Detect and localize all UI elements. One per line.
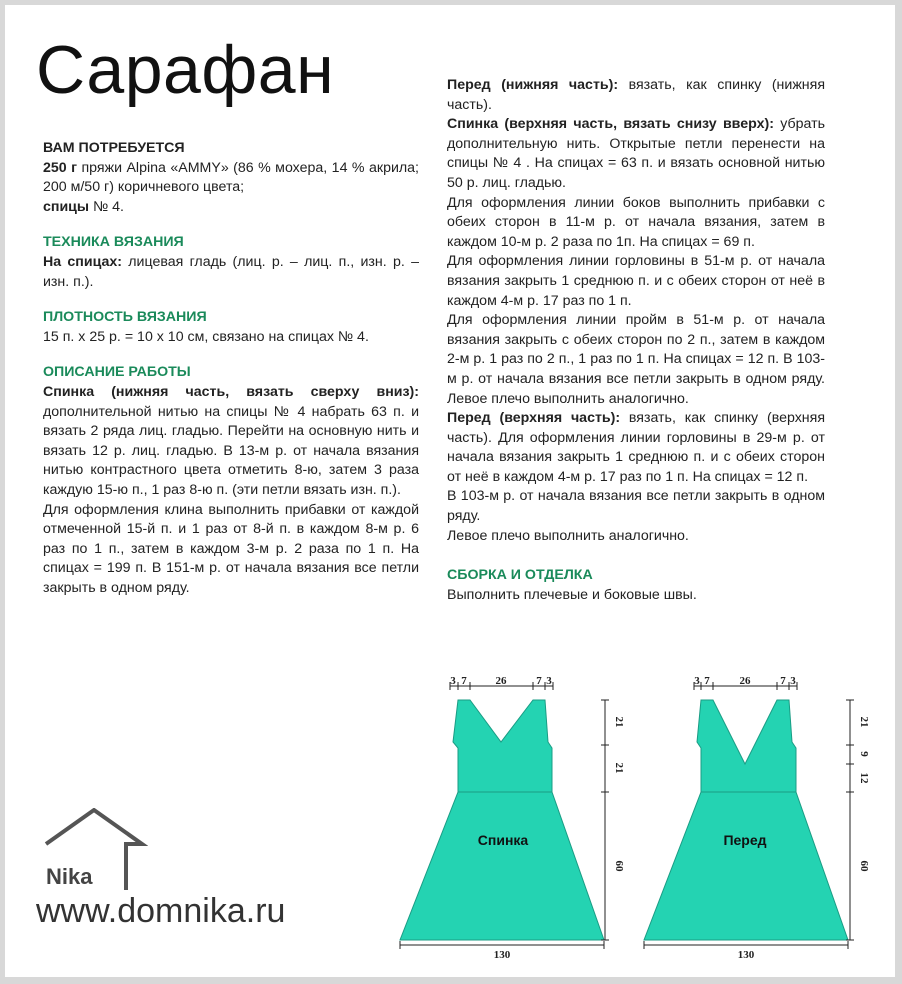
front-top-dim-5: 3 bbox=[790, 675, 796, 687]
logo-brand: Nika bbox=[46, 864, 93, 889]
back-shape bbox=[400, 700, 604, 940]
back-side-dim-2: 21 bbox=[613, 762, 625, 774]
density-text: 15 п. х 25 р. = 10 х 10 см, связано на спицах № 4. bbox=[43, 328, 369, 345]
neck-text: Для оформления линии горловины в 51-м р. от начала вязания закрыть 1 среднюю п. и с обеих сторон от неё в каждом 4-м р. 17 раз по 1 п. bbox=[447, 253, 825, 309]
back-top-dim-1: 3 bbox=[450, 675, 456, 687]
front-top-dim-1: 3 bbox=[694, 675, 700, 687]
back-bottom-dim: 130 bbox=[493, 949, 511, 961]
house-icon bbox=[46, 810, 142, 856]
materials-heading: ВАМ ПОТРЕБУЕТСЯ bbox=[43, 140, 185, 156]
back-top-dim-2: 7 bbox=[461, 675, 467, 687]
front-side-dim-3: 12 bbox=[858, 772, 870, 784]
front-top-dim-2: 7 bbox=[704, 675, 710, 687]
back-top-dim-5: 3 bbox=[546, 675, 552, 687]
technique-heading: ТЕХНИКА ВЯЗАНИЯ bbox=[43, 234, 184, 251]
back-upper-text: Спинка (верхняя часть, вязать снизу вверх): убрать дополнительную нить. Открытые петли перенести на спицы № 4 . На спицах = 63 п. и вязать основной нитью 50 р. лиц. гладью. bbox=[447, 116, 825, 191]
front-top-dim-3: 26 bbox=[739, 675, 751, 687]
back-lower-text: Спинка (нижняя часть, вязать сверху вниз): дополнительной нитью на спицы № 4 набрать 63 п. и вязать 2 ряда лиц. гладью. Перейти на основную нить и вязать 12 р. лиц. гладью. В 13-м р. от начала вязания нитью контрастного цвета отметить 8-ю, затем 3 раза каждую 15-ю п., 1 раз 8-ю п. (эти петли вязать изн. п.). bbox=[43, 383, 419, 498]
left-shoulder-text: Левое плечо выполнить аналогично. bbox=[447, 527, 689, 544]
front-side-dim-4: 60 bbox=[858, 860, 870, 872]
front-upper-text: Перед (верхняя часть): вязать, как спинку (верхняя часть). Для оформления линии горловины в 29-м р. от начала вязания закрыть 1 среднюю п. и с обеих сторон от неё в каждом 4-м р. 17 раз по 1 п. На спицах = 12 п. bbox=[447, 410, 825, 485]
yarn-text: 250 г пряжи Alpina «AMMY» (86 % мохера, 14 % акрила; 200 м/50 г) коричневого цвета; bbox=[43, 159, 420, 196]
assembly-text: Выполнить плечевые и боковые швы. bbox=[447, 586, 697, 603]
needles-text: спицы № 4. bbox=[43, 198, 124, 215]
technique-text: На спицах: лицевая гладь (лиц. р. – лиц. п., изн. р. – изн. п.). bbox=[43, 253, 419, 290]
density-heading: ПЛОТНОСТЬ ВЯЗАНИЯ bbox=[43, 309, 207, 326]
back-top-dim-3: 26 bbox=[495, 675, 507, 687]
site-url[interactable]: www.domnika.ru bbox=[36, 892, 286, 930]
front-lower-text: Перед (нижняя часть): вязать, как спинку (нижняя часть). bbox=[447, 77, 826, 113]
back-side-dim-1: 21 bbox=[613, 716, 625, 728]
front-diagram bbox=[644, 675, 870, 961]
front-top-dim-4: 7 bbox=[780, 675, 786, 687]
assembly-heading: СБОРКА И ОТДЕЛКА bbox=[447, 567, 593, 584]
back-diagram bbox=[400, 675, 625, 961]
wedge-text: Для оформления клина выполнить прибавки от каждой отмеченной 15-й п. и 1 раз от 8-й п. в каждом 8-м р. 6 раз по 1 п., затем в каждом 3-м р. 2 раза по 1 п. На спицах = 199 п. В 151-м р. от начала вязания все петли закрыть в одном ряду. bbox=[43, 501, 419, 596]
back-side-dim-3: 60 bbox=[613, 860, 625, 872]
front-shape bbox=[644, 700, 848, 940]
armhole-text: Для оформления линии пройм в 51-м р. от начала вязания закрыть с обеих сторон по 2 п., затем в каждом 2-м р. 1 раз по 2 п., 1 раз по 1 п. На спицах = 12 п. В 103-м р. от начала вязания все петли закрыть в одном ряду. Левое плечо выполнить аналогично. bbox=[447, 312, 825, 407]
work-heading: ОПИСАНИЕ РАБОТЫ bbox=[43, 364, 191, 381]
front-label: Перед bbox=[723, 832, 767, 848]
close-text: В 103-м р. от начала вязания все петли закрыть в одном ряду. bbox=[447, 488, 825, 525]
front-side-dim-1: 21 bbox=[858, 716, 870, 728]
back-top-dim-4: 7 bbox=[536, 675, 542, 687]
sides-text: Для оформления линии боков выполнить прибавки с обеих сторон в 11-м р. от начала вязания, затем в каждом 10-м р. 2 раза по 1п. На спицах = 69 п. bbox=[447, 194, 825, 250]
back-label: Спинка bbox=[477, 832, 529, 848]
front-side-dim-2: 9 bbox=[858, 751, 870, 757]
nika-logo bbox=[40, 808, 148, 894]
page-title: Сарафан bbox=[36, 32, 335, 108]
front-bottom-dim: 130 bbox=[737, 949, 755, 961]
